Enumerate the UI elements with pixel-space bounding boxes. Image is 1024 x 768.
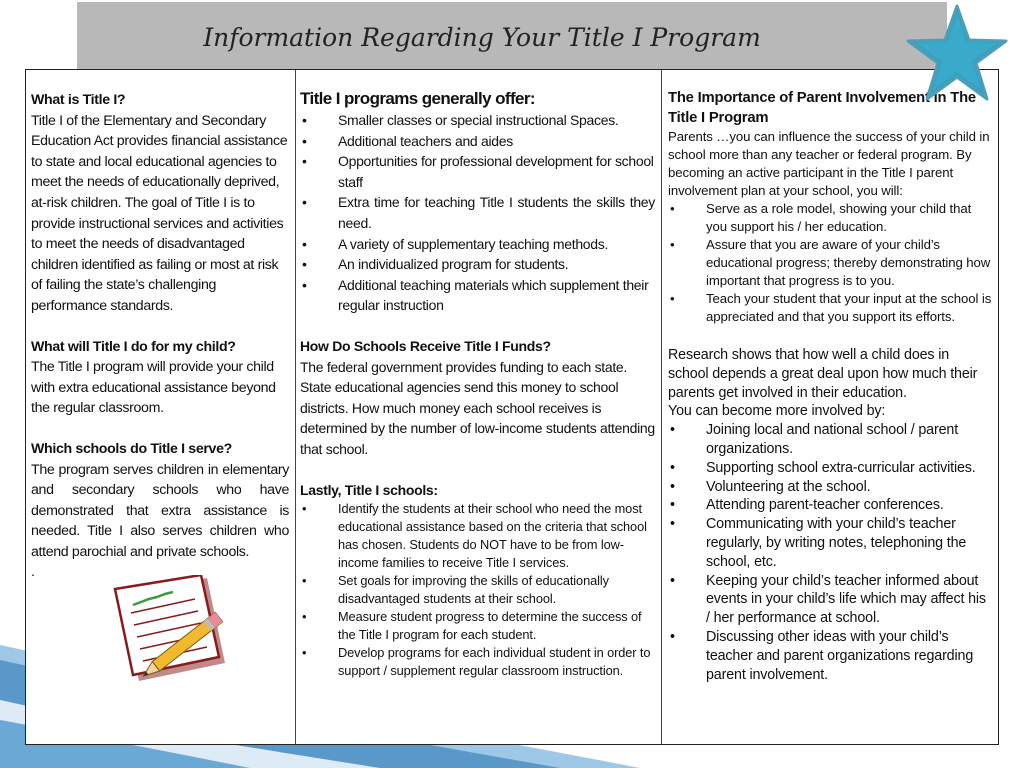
column-parent-involvement	[662, 70, 998, 744]
answer-which-schools: The program serves children in elementary and secondary schools who have demonstrated that extra assistance is needed. Title I also serves children who attend parochial and private schools.	[31, 461, 289, 560]
list-item: • Attending parent-teacher conferences.	[668, 496, 992, 515]
list-item: • Smaller classes or special instructional Spaces.	[300, 110, 655, 131]
list-item: • Extra time for teaching Title I students the skills they need.	[300, 192, 655, 233]
list-item: • Develop programs for each individual student in order to support / supplement regular classroom instruction.	[300, 644, 655, 680]
column-programs-and-funding	[296, 70, 662, 744]
list-item: • Joining local and national school / parent organizations.	[668, 421, 992, 459]
list-item: • Discussing other ideas with your child’s teacher and parent organizations regarding parent involvement.	[668, 628, 992, 684]
funds-text: The federal government provides funding to each state. State educational agencies send this money to school districts. How much money each school receives is determined by the number of low-income students attending that school.	[300, 358, 655, 457]
question-what-is-title-i: What is Title I?	[31, 92, 126, 108]
answer-what-is-title-i: Title I of the Elementary and Secondary Education Act provides financial assistance to state and local educational agencies to meet the needs of educationally deprived, at-risk children. The goal of Title I is to provide instructional services and activities to meet the needs of disadvantaged children identified as failing or most at risk of failing the state’s challenging performance standards.	[31, 112, 288, 314]
list-item: • Keeping your child’s teacher informed about events in your child’s life which may affect his / her performance at school.	[668, 572, 992, 628]
involved-lead: You can become more involved by:	[668, 403, 886, 420]
question-which-schools: Which schools do Title I serve?	[31, 440, 232, 457]
parent-involvement-heading: The Importance of Parent Involvement in The Title I Program	[668, 90, 976, 126]
research-text: Research shows that how well a child does in school depends a great deal upon how much their parents get involved in their education.	[668, 347, 978, 401]
list-item: • Teach your student that your input at the school is appreciated and that you support its efforts.	[668, 290, 992, 326]
lastly-heading: Lastly, Title I schools:	[300, 481, 438, 498]
list-item: • Set goals for improving the skills of educationally disadvantaged students at their school.	[300, 572, 655, 608]
programs-heading: Title I programs generally offer:	[300, 89, 535, 108]
list-item: • Supporting school extra-curricular activities.	[668, 459, 992, 478]
list-item: • Identify the students at their school who need the most educational assistance based on the criteria that school has chosen. Students do NOT have to be from low-income families to receive Title I services.	[300, 500, 655, 572]
list-item: • Opportunities for professional development for school staff	[300, 151, 655, 192]
question-what-will-title-i-do: What will Title I do for my child?	[31, 338, 236, 355]
list-item: • Volunteering at the school.	[668, 478, 992, 497]
offers-list	[300, 110, 655, 316]
star-icon	[905, 4, 1010, 102]
funds-heading: How Do Schools Receive Title I Funds?	[300, 337, 551, 354]
list-item: • A variety of supplementary teaching methods.	[300, 234, 655, 255]
list-item: • Serve as a role model, showing your child that you support his / her education.	[668, 200, 992, 236]
list-item: • Assure that you are aware of your child’s educational progress; thereby demonstrating how important that progress is to you.	[668, 236, 992, 290]
lastly-list	[300, 500, 655, 680]
trailing-dot: .	[31, 564, 35, 581]
will-list	[668, 200, 992, 326]
list-item: • Measure student progress to determine the success of the Title I program for each student.	[300, 608, 655, 644]
list-item: • Additional teaching materials which supplement their regular instruction	[300, 275, 655, 316]
list-item: • Additional teachers and aides	[300, 131, 655, 152]
notepad-pencil-icon	[95, 575, 235, 690]
parents-intro: Parents …you can influence the success of your child in school more than any teacher or federal program. By becoming an active participant in the Title I parent involvement plan at your school, you will:	[668, 129, 990, 198]
header-banner	[77, 2, 947, 72]
list-item: • An individualized program for students.	[300, 254, 655, 275]
ways-list	[668, 421, 992, 684]
list-item: • Communicating with your child’s teacher regularly, by writing notes, telephoning the school, etc.	[668, 515, 992, 571]
answer-what-will-title-i-do: The Title I program will provide your child with extra educational assistance beyond the regular classroom.	[31, 359, 276, 417]
page-title: Information Regarding Your Title I Program	[203, 22, 761, 52]
